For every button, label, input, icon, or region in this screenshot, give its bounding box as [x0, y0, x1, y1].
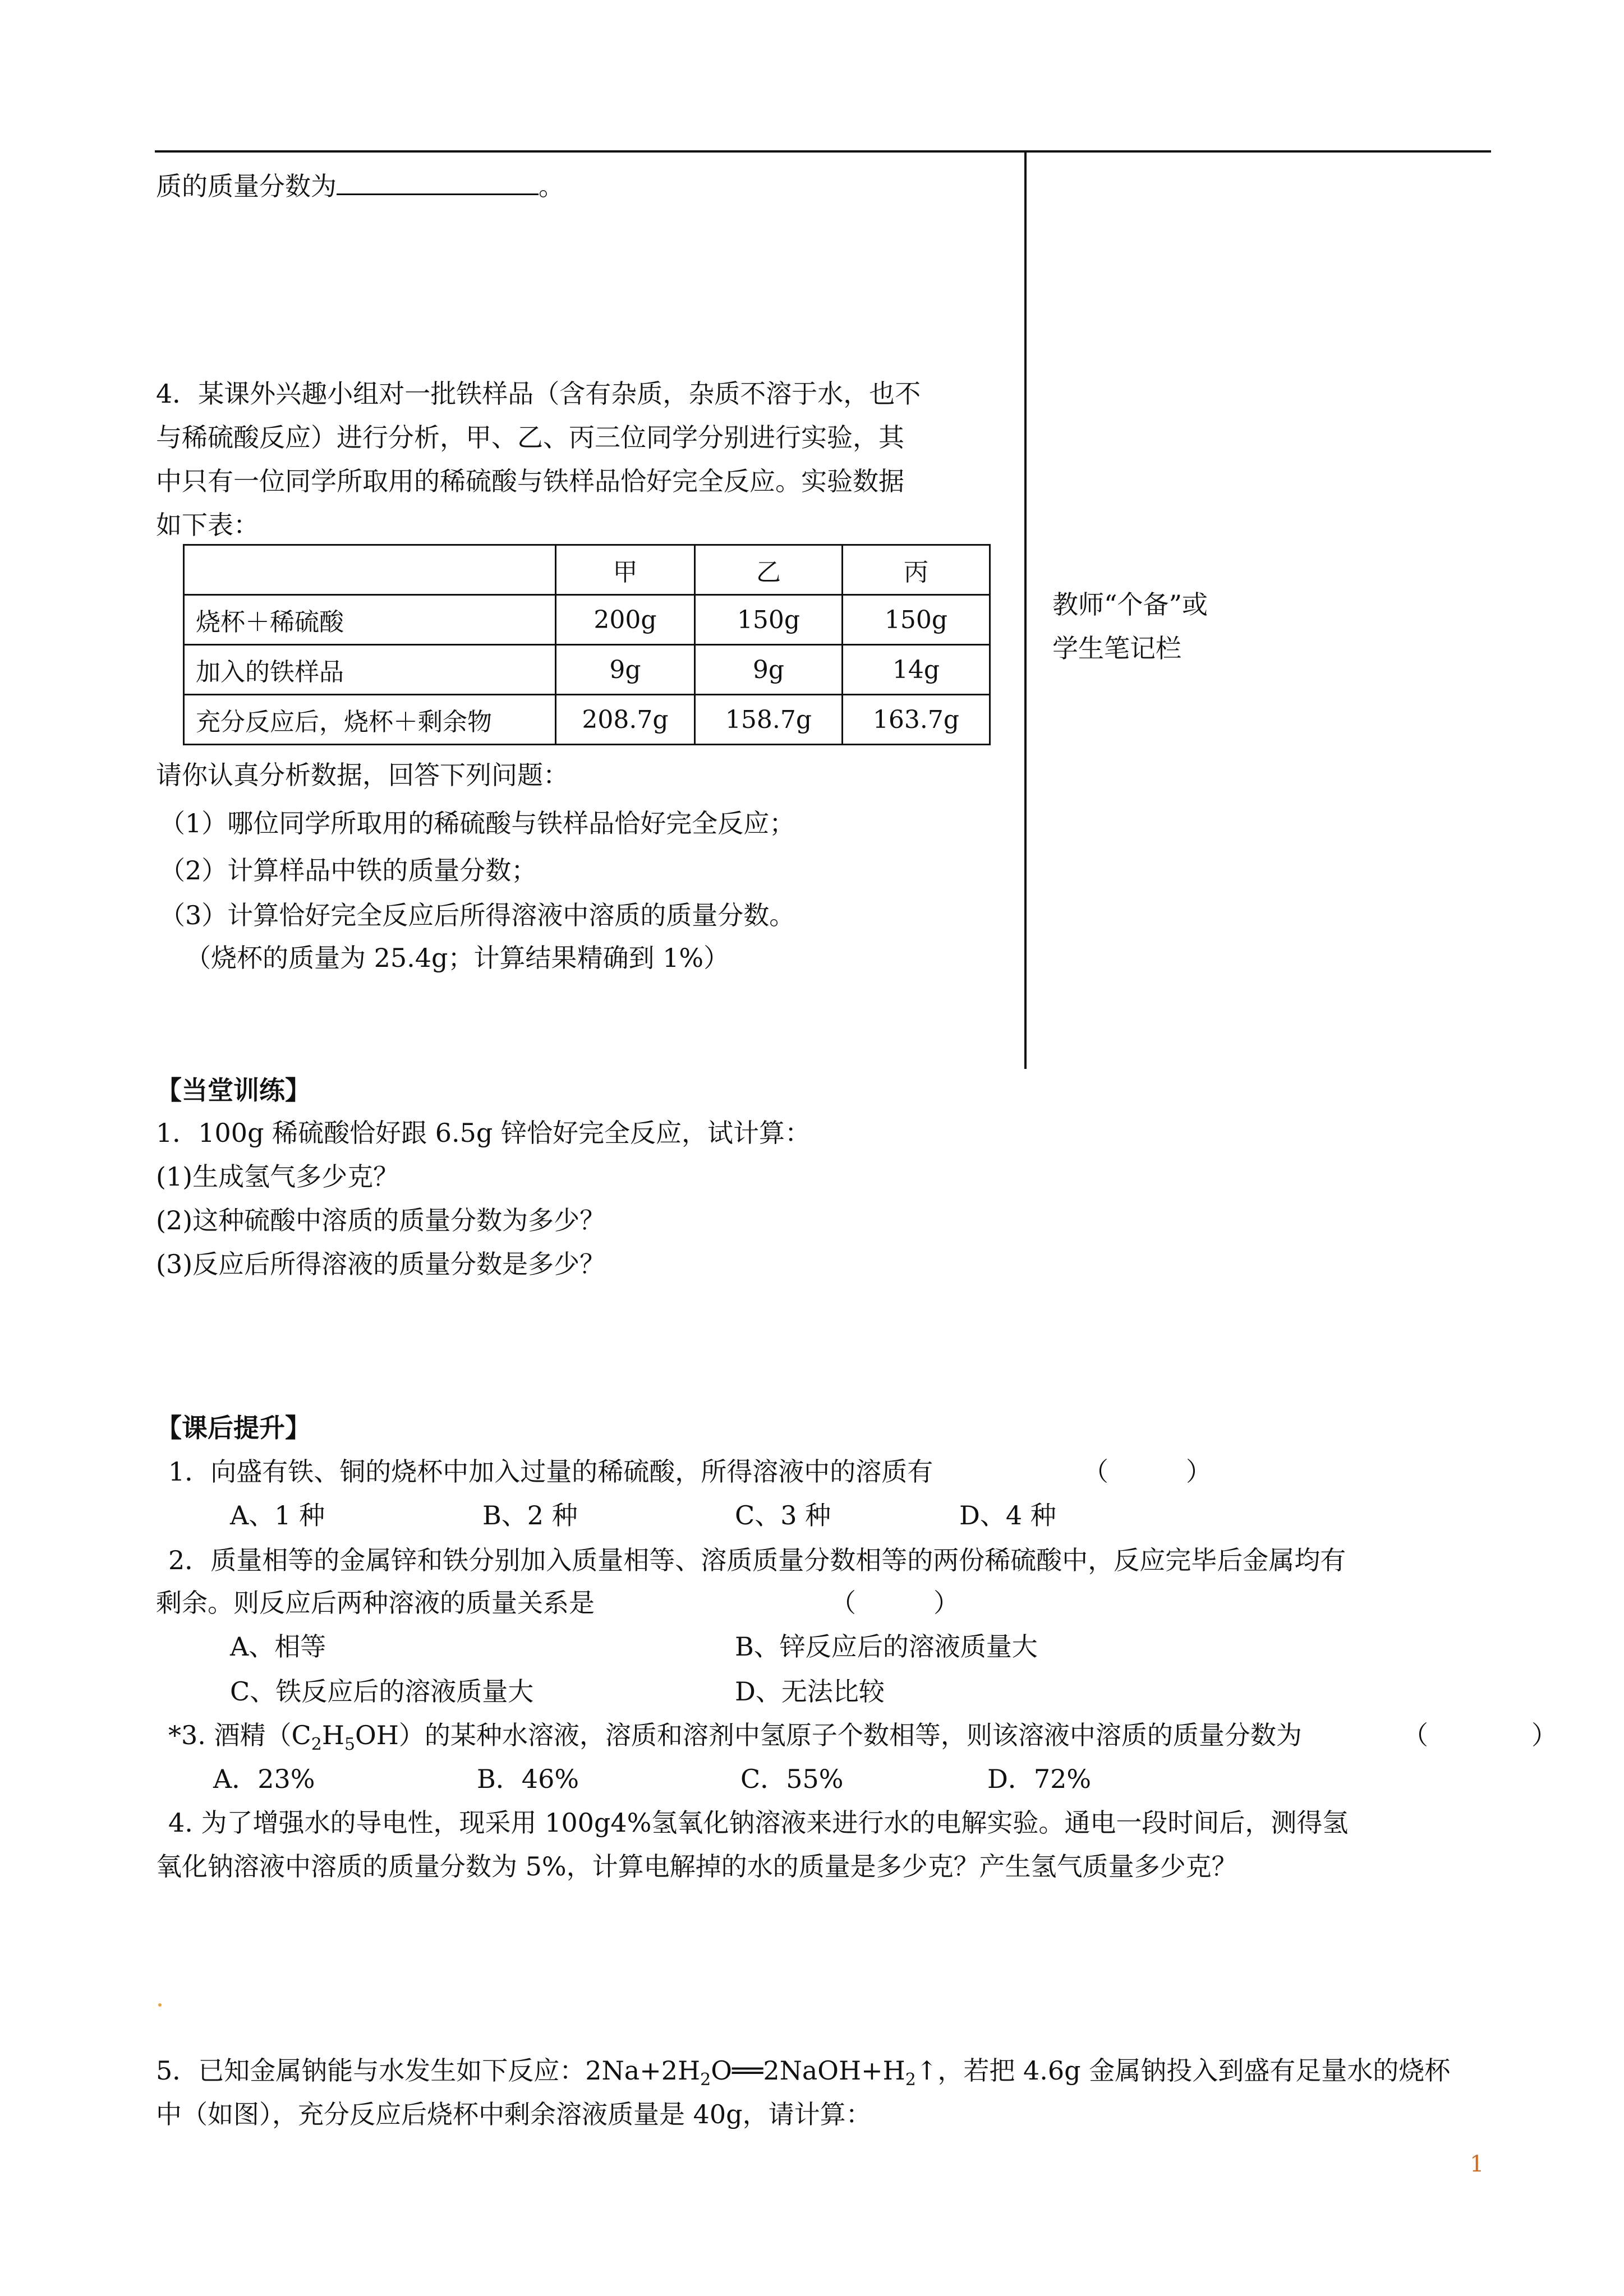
hw-q3-option-c: C．55%	[740, 1764, 844, 1794]
hw-q5-line-1-pre: 5．已知金属钠能与水发生如下反应：2Na+2H	[156, 2055, 701, 2086]
q4-prompt: 请你认真分析数据，回答下列问题：	[156, 760, 569, 790]
hw-q5-line-1	[156, 2053, 1450, 2098]
table-row	[184, 695, 990, 745]
hw-q5-line-1-mid: O══2NaOH+H	[711, 2055, 905, 2086]
hw-q5-subscript-b: 2	[905, 2070, 916, 2090]
hw-q1-option-b: B、2 种	[482, 1500, 578, 1530]
table-cell: 158.7g	[695, 695, 843, 745]
hw-q2-stem-1: 2．质量相等的金属锌和铁分别加入质量相等、溶质质量分数相等的两份稀硫酸中，反应完毕后金属均有	[168, 1545, 1346, 1575]
hw-q2-option-d: D、无法比较	[735, 1676, 885, 1707]
hw-q2-stem-2: 剩余。则反应后两种溶液的质量关系是	[156, 1588, 595, 1618]
table-row	[184, 595, 990, 645]
hw-q1-option-a: A、1 种	[230, 1500, 325, 1530]
hw-q2-option-c: C、铁反应后的溶液质量大	[230, 1676, 534, 1707]
hw-q3-subscript-1: 2	[311, 1735, 322, 1755]
practice-heading: 【当堂训练】	[156, 1075, 311, 1105]
continued-text: 质的质量分数为	[156, 171, 337, 201]
q4-sub-2: （2）计算样品中铁的质量分数；	[159, 855, 537, 886]
side-note-line-2: 学生笔记栏	[1052, 633, 1181, 663]
table-header-cell: 丙	[843, 545, 990, 595]
practice-line-4: (3)反应后所得溶液的质量分数是多少？	[156, 1249, 606, 1279]
q4-line-1: 4．某课外兴趣小组对一批铁样品（含有杂质，杂质不溶于水，也不	[156, 379, 921, 409]
hw-q2-option-a: A、相等	[230, 1631, 326, 1662]
table-cell: 烧杯＋稀硫酸	[184, 595, 556, 645]
q4-line-2: 与稀硫酸反应）进行分析，甲、乙、丙三位同学分别进行实验，其	[156, 422, 904, 453]
hw-q3-subscript-2: 5	[344, 1735, 356, 1755]
table-cell: 14g	[843, 645, 990, 695]
q4-note: （烧杯的质量为 25.4g；计算结果精确到 1%）	[185, 943, 730, 973]
practice-line-2: (1)生成氢气多少克？	[156, 1161, 399, 1192]
table-cell: 9g	[556, 645, 695, 695]
hw-q1-option-c: C、3 种	[735, 1500, 831, 1530]
table-header-cell: 甲	[556, 545, 695, 595]
top-rule	[155, 150, 1491, 153]
table-cell: 163.7g	[843, 695, 990, 745]
page-number: 1	[1470, 2151, 1484, 2177]
hw-q2-option-b: B、锌反应后的溶液质量大	[735, 1631, 1038, 1662]
table-cell: 208.7g	[556, 695, 695, 745]
hw-q3-stem-post: OH）的某种水溶液，溶质和溶剂中氢原子个数相等，则该溶液中溶质的质量分数为	[355, 1720, 1302, 1750]
homework-heading: 【课后提升】	[156, 1413, 311, 1443]
hw-q3-answer-paren: （ ）	[1402, 1720, 1557, 1750]
table-header-cell: 乙	[695, 545, 843, 595]
practice-line-1: 1．100g 稀硫酸恰好跟 6.5g 锌恰好完全反应，试计算：	[156, 1118, 811, 1148]
table-cell: 加入的铁样品	[184, 645, 556, 695]
table-cell: 150g	[843, 595, 990, 645]
table-cell: 9g	[695, 645, 843, 695]
practice-line-3: (2)这种硫酸中溶质的质量分数为多少？	[156, 1205, 606, 1235]
q4-sub-3: （3）计算恰好完全反应后所得溶液中溶质的质量分数。	[159, 900, 795, 930]
experiment-data-table	[183, 544, 991, 745]
q4-line-3: 中只有一位同学所取用的稀硫酸与铁样品恰好完全反应。实验数据	[156, 466, 904, 496]
q4-line-4: 如下表：	[156, 510, 259, 540]
hw-q1-stem: 1．向盛有铁、铜的烧杯中加入过量的稀硫酸，所得溶液中的溶质有	[168, 1456, 933, 1487]
table-row	[184, 645, 990, 695]
column-divider	[1024, 153, 1027, 1069]
hw-q5-line-2: 中（如图），充分反应后烧杯中剩余溶液质量是 40g，请计算：	[156, 2099, 872, 2129]
hw-q4-line-1: 4. 为了增强水的导电性，现采用 100g4%氢氧化钠溶液来进行水的电解实验。通电一段时间后，测得氢	[168, 1808, 1349, 1838]
hw-q3-stem-pre: *3. 酒精（C	[168, 1720, 311, 1750]
side-note-line-1: 教师“个备”或	[1052, 589, 1208, 620]
hw-q3-option-d: D．72%	[987, 1764, 1092, 1794]
hw-q3-stem-mid: H	[321, 1720, 344, 1750]
hw-q3-option-a: A．23%	[213, 1764, 315, 1794]
hw-q4-line-2: 氧化钠溶液中溶质的质量分数为 5%，计算电解掉的水的质量是多少克？产生氢气质量多少克？	[156, 1851, 1237, 1882]
hw-q1-answer-paren: （ ）	[1083, 1456, 1212, 1487]
table-header-cell	[184, 545, 556, 595]
continued-end: 。	[539, 171, 564, 201]
table-cell: 150g	[695, 595, 843, 645]
table-cell: 充分反应后，烧杯＋剩余物	[184, 695, 556, 745]
hw-q1-option-d: D、4 种	[959, 1500, 1056, 1530]
hw-q3-option-b: B．46%	[477, 1764, 579, 1794]
hw-q5-line-1-post: ↑，若把 4.6g 金属钠投入到盛有足量水的烧杯	[915, 2055, 1451, 2086]
q4-sub-1: （1）哪位同学所取用的稀硫酸与铁样品恰好完全反应；	[159, 808, 795, 838]
hw-q5-subscript-a: 2	[700, 2070, 711, 2090]
table-header-row	[184, 545, 990, 595]
hw-q2-answer-paren: （ ）	[830, 1588, 959, 1618]
continued-question-line	[156, 168, 564, 204]
hw-q3-stem	[168, 1717, 1302, 1763]
table-cell: 200g	[556, 595, 695, 645]
answer-blank	[337, 169, 539, 195]
stray-mark	[158, 2003, 162, 2007]
